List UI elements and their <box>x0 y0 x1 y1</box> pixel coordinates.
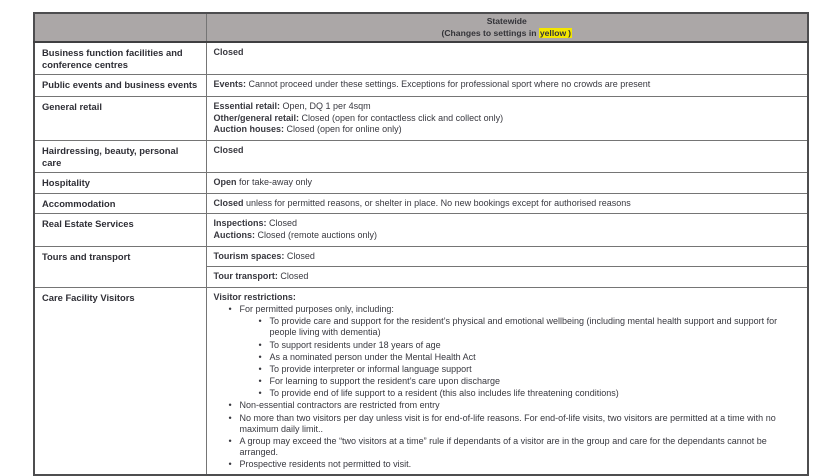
content-text: Closed (remote auctions only) <box>255 230 378 240</box>
content-line <box>214 47 802 58</box>
table-row <box>34 214 808 246</box>
row-label: Care Facility Visitors <box>34 287 206 475</box>
row-content <box>206 214 808 246</box>
content-line <box>214 79 802 90</box>
content-text: Closed <box>213 145 244 156</box>
content-text: Closed <box>213 197 244 208</box>
row-label: Real Estate Services <box>34 214 206 246</box>
content-text: Closed <box>277 271 309 282</box>
content-line <box>214 198 802 209</box>
content-text: Open, DQ 1 per 4sqm <box>280 101 371 112</box>
bullet-text: To provide end of life support to a resident (this also includes life threatening conditions) <box>269 388 619 399</box>
header-subtitle-highlight: yellow <box>539 27 567 38</box>
bullet-text: For permitted purposes only, including: <box>239 304 394 315</box>
content-line <box>214 292 802 303</box>
row-label: Accommodation <box>34 193 206 214</box>
bullet-text: No more than two visitors per day unless visit is for end-of-life reasons. For end-of-life visits, two visitors are permitted at a time with no maximum daily limit.. <box>239 412 776 434</box>
bullet-item <box>259 340 802 351</box>
content-line <box>214 230 802 241</box>
content-line <box>214 124 802 135</box>
content-line <box>214 145 802 156</box>
table-header <box>34 13 808 42</box>
header-subtitle-prefix: (Changes to settings in <box>441 27 539 38</box>
content-line <box>214 113 802 124</box>
bullet-icon: • <box>228 412 232 423</box>
restrictions-table <box>33 12 809 476</box>
content-text: Visitor restrictions: <box>213 291 296 302</box>
bullet-item <box>229 304 802 315</box>
row-label: Hairdressing, beauty, personal care <box>34 141 206 173</box>
row-label: Public events and business events <box>34 75 206 97</box>
content-text: Open <box>213 177 237 188</box>
table-row <box>34 141 808 173</box>
table-row <box>34 42 808 74</box>
row-content <box>206 141 808 173</box>
bullet-icon: • <box>258 316 262 327</box>
content-line <box>214 271 802 282</box>
content-text: Inspections: <box>213 218 267 229</box>
content-text: for take-away only <box>236 177 313 188</box>
table-row <box>34 287 808 475</box>
bullet-text: Non-essential contractors are restricted from entry <box>239 400 440 411</box>
bullet-text: Prospective residents not permitted to visit. <box>239 459 412 470</box>
bullet-item <box>259 352 802 363</box>
bullet-item <box>259 364 802 375</box>
bullet-item <box>229 436 802 458</box>
bullet-icon: • <box>228 459 232 470</box>
bullet-text: To support residents under 18 years of age <box>269 339 441 350</box>
content-text: Auction houses: <box>213 124 285 135</box>
content-line <box>214 218 802 229</box>
content-text: Events: <box>213 79 247 90</box>
bullet-text: A group may exceed the “two visitors at a time” rule if dependants of a visitor are in the group and care for the dependants cannot be arranged. <box>239 435 767 457</box>
bullet-icon: • <box>228 400 232 411</box>
bullet-icon: • <box>228 304 232 315</box>
bullet-item <box>229 459 802 470</box>
bullet-text: To provide care and support for the resident’s physical and emotional wellbeing (including mental health support and support for people living with dementia) <box>269 316 778 338</box>
bullet-icon: • <box>258 388 262 399</box>
bullet-text: As a nominated person under the Mental Health Act <box>269 351 476 362</box>
content-text: Essential retail: <box>213 101 281 112</box>
content-text: Other/general retail: <box>213 112 300 123</box>
bullet-icon: • <box>258 351 262 362</box>
table-row <box>34 75 808 97</box>
row-content <box>206 246 808 267</box>
bullet-icon: • <box>258 339 262 350</box>
bullet-item <box>229 413 802 435</box>
row-label: Hospitality <box>34 173 206 194</box>
row-label: Business function facilities and conference centres <box>34 42 206 74</box>
header-statewide-cell <box>206 13 808 42</box>
table-row <box>34 97 808 141</box>
bullet-icon: • <box>258 363 262 374</box>
content-line <box>214 251 802 262</box>
header-subtitle <box>211 28 804 40</box>
bullet-icon: • <box>228 435 232 446</box>
header-subtitle-suffix: ) <box>568 27 572 38</box>
bullet-item <box>259 388 802 399</box>
content-text: Closed (open for contactless click and collect only) <box>299 112 504 123</box>
content-text: Closed (open for online only) <box>284 124 402 135</box>
content-text: unless for permitted reasons, or shelter in place. No new bookings except for authorised reasons <box>243 197 631 208</box>
row-content <box>206 193 808 214</box>
content-text: Closed <box>266 218 298 229</box>
restrictions-table-body <box>34 42 808 475</box>
row-label: Tours and transport <box>34 246 206 287</box>
content-text: Tour transport: <box>213 271 278 282</box>
header-title: Statewide <box>486 16 527 26</box>
content-text: Closed <box>213 47 244 58</box>
bullet-icon: • <box>258 376 262 387</box>
bullet-text: To provide interpreter or informal language support <box>269 363 472 374</box>
content-text: Auctions: <box>213 230 255 240</box>
bullet-item <box>259 316 802 338</box>
header-corner-cell <box>34 13 206 42</box>
content-text: Closed <box>284 250 315 261</box>
row-content <box>206 97 808 141</box>
bullet-item <box>259 376 802 387</box>
row-content <box>206 287 808 475</box>
content-line <box>214 177 802 188</box>
content-text: Cannot proceed under these settings. Exceptions for professional sport where no crowds are present <box>246 79 651 90</box>
content-text: Tourism spaces: <box>213 250 285 261</box>
bullet-text: For learning to support the resident’s care upon discharge <box>269 376 500 387</box>
row-content <box>206 173 808 194</box>
content-line <box>214 101 802 112</box>
row-content <box>206 267 808 288</box>
row-content <box>206 42 808 74</box>
row-label: General retail <box>34 97 206 141</box>
header-row <box>34 13 808 42</box>
row-content <box>206 75 808 97</box>
table-row <box>34 173 808 194</box>
table-row <box>34 193 808 214</box>
table-row <box>34 246 808 267</box>
bullet-item <box>229 400 802 411</box>
